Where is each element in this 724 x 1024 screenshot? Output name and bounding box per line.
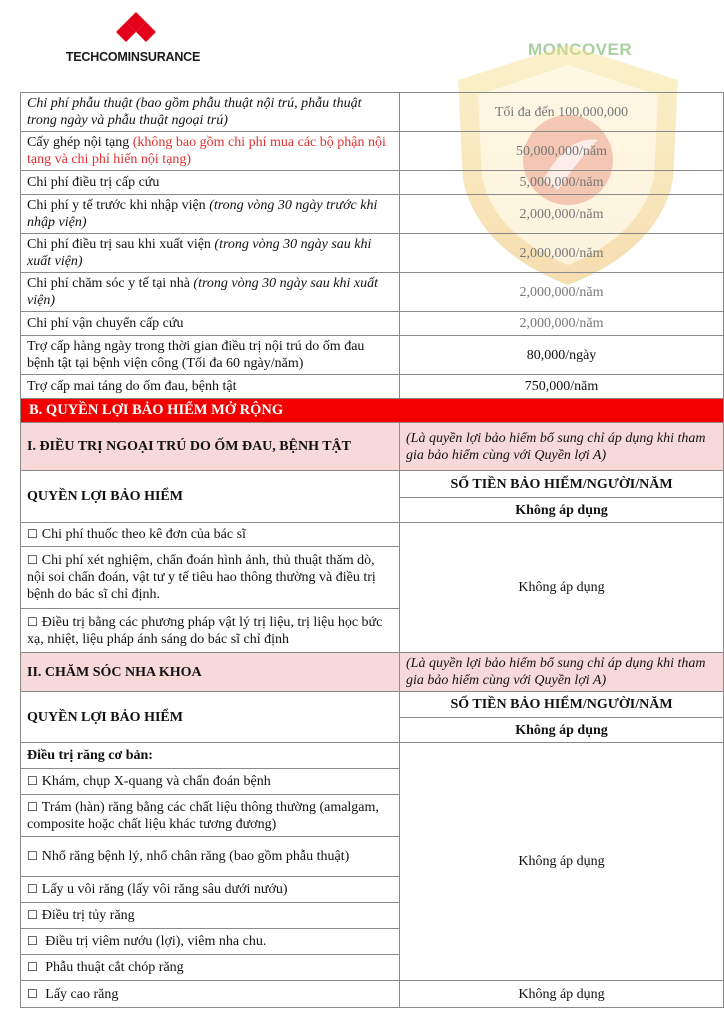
dental-last-item-label: Lấy cao răng [41, 986, 119, 1002]
benefit-value: Tối đa đến 100,000,000 [400, 93, 724, 132]
dental-item-label: Nhổ răng bệnh lý, nhổ chân răng (bao gồm phẫu thuật) [41, 849, 350, 864]
benefit-value: 50,000,000/năm [400, 132, 724, 171]
basic-benefit-row [21, 375, 724, 399]
dental-item-label: Điều trị tủy răng [41, 908, 135, 923]
benefit-label-text: Chi phí điều trị cấp cứu [27, 175, 160, 190]
outpatient-item-label: Chi phí thuốc theo kê đơn của bác sĩ [41, 527, 246, 542]
checkbox-icon: ☐ [27, 934, 38, 948]
benefit-label [21, 171, 400, 195]
benefit-value: 5,000,000/năm [400, 171, 724, 195]
techcom-logo [58, 12, 208, 72]
benefit-label [21, 93, 400, 132]
outpatient-amount-header: SỐ TIỀN BẢO HIỂM/NGƯỜI/NĂM [400, 471, 724, 498]
benefit-label-text: Chi phí phẫu thuật (bao gồm phẫu thuật nội trú, phẫu thuật trong ngày và phẫu thuật ngoại trú) [27, 96, 362, 128]
basic-benefit-row [21, 312, 724, 336]
benefit-label-text: Chi phí chăm sóc y tế tại nhà [27, 276, 194, 291]
benefit-label-text: Trợ cấp hàng ngày trong thời gian điều trị nội trú do ốm đau bệnh tật tại bệnh viện công (Tối đa 60 ngày/năm) [27, 339, 365, 371]
benefit-value: 750,000/năm [400, 375, 724, 399]
outpatient-item-label: Điều trị bằng các phương pháp vật lý trị liệu, trị liệu học bức xạ, nhiệt, liệu pháp ánh sáng do bác sĩ chỉ định [27, 614, 383, 647]
outpatient-benefit-header: QUYỀN LỢI BẢO HIỂM [21, 471, 400, 523]
diamond-logo-icon [116, 12, 156, 46]
checkbox-icon: ☐ [27, 986, 38, 1001]
outpatient-title: I. ĐIỀU TRỊ NGOẠI TRÚ DO ỐM ĐAU, BỆNH TẬT [21, 423, 400, 471]
brand-name: TECHCOMINSURANCE [65, 50, 201, 64]
basic-benefit-row [21, 195, 724, 234]
benefit-value: 2,000,000/năm [400, 195, 724, 234]
benefit-label [21, 312, 400, 336]
dental-item-label: Điều trị viêm nướu (lợi), viêm nha chu. [41, 934, 267, 949]
section-b-title: B. QUYỀN LỢI BẢO HIỂM MỞ RỘNG [21, 399, 724, 423]
benefit-label [21, 273, 400, 312]
outpatient-items-value: Không áp dụng [400, 523, 724, 653]
dental-item-label: Phẫu thuật cắt chóp răng [41, 960, 184, 975]
moncover-watermark-text: MONCOVER [528, 40, 633, 59]
checkbox-icon: ☐ [27, 527, 38, 541]
outpatient-title-row [21, 423, 724, 471]
dental-item-label: Khám, chụp X-quang và chẩn đoán bệnh [41, 774, 271, 789]
dental-amount-value: Không áp dụng [400, 718, 724, 743]
dental-basic-label: Điều trị răng cơ bản: [21, 743, 400, 769]
dental-item-label: Lấy u vôi răng (lấy vôi răng sâu dưới nướu) [41, 882, 288, 897]
dental-item-label: Trám (hàn) răng bằng các chất liệu thông thường (amalgam, composite hoặc chất liệu khác tương đương) [27, 799, 379, 832]
page-header [0, 0, 724, 92]
list-item [21, 523, 724, 547]
benefit-label [21, 195, 400, 234]
dental-note: (Là quyền lợi bảo hiểm bổ sung chỉ áp dụng khi tham gia bảo hiểm cùng với Quyền lợi A) [400, 653, 724, 692]
checkbox-icon: ☐ [27, 960, 38, 974]
checkbox-icon: ☐ [27, 774, 38, 788]
benefit-value: 80,000/ngày [400, 336, 724, 375]
benefit-label-text: Trợ cấp mai táng do ốm đau, bệnh tật [27, 379, 237, 394]
outpatient-item-label: Chi phí xét nghiệm, chẩn đoán hình ảnh, thủ thuật thăm dò, nội soi chẩn đoán, vật tư y tế tiêu hao thông thường và điều trị bệnh do bác sĩ chỉ định. [27, 553, 376, 602]
checkbox-icon: ☐ [27, 908, 38, 922]
benefit-label-text: Chi phí y tế trước khi nhập viện [27, 198, 210, 213]
benefit-label-text: Chi phí điều trị sau khi xuất viện [27, 237, 215, 252]
benefit-label [21, 234, 400, 273]
checkbox-icon: ☐ [27, 614, 38, 629]
basic-benefit-row [21, 93, 724, 132]
dental-title-row [21, 653, 724, 692]
benefit-value: 2,000,000/năm [400, 312, 724, 336]
dental-amount-header: SỐ TIỀN BẢO HIỂM/NGƯỜI/NĂM [400, 692, 724, 718]
benefit-label-note: (trong vòng 30 ngày sau khi xuất viện) [27, 276, 378, 308]
basic-benefits-body [21, 93, 724, 399]
benefit-label-note: (không bao gồm chi phí mua các bộ phận nội tạng và chi phí hiến nội tạng) [27, 135, 386, 167]
basic-benefit-row [21, 273, 724, 312]
dental-benefit-header: QUYỀN LỢI BẢO HIỂM [21, 692, 400, 743]
benefit-label [21, 336, 400, 375]
benefit-label [21, 375, 400, 399]
dental-basic-row [21, 743, 724, 769]
list-item [21, 981, 724, 1008]
checkbox-icon: ☐ [27, 799, 38, 814]
dental-header-row [21, 692, 724, 718]
dental-items-value: Không áp dụng [400, 743, 724, 981]
checkbox-icon: ☐ [27, 882, 38, 896]
outpatient-note: (Là quyền lợi bảo hiểm bổ sung chỉ áp dụng khi tham gia bảo hiểm cùng với Quyền lợi A) [400, 423, 724, 471]
section-b-row [21, 399, 724, 423]
benefit-label-note: (trong vòng 30 ngày sau khi xuất viện) [27, 237, 372, 269]
basic-benefit-row [21, 171, 724, 195]
basic-benefit-row [21, 234, 724, 273]
outpatient-amount-value: Không áp dụng [400, 498, 724, 523]
benefit-label-text: Chi phí vận chuyển cấp cứu [27, 316, 184, 331]
benefit-value: 2,000,000/năm [400, 234, 724, 273]
benefit-value: 2,000,000/năm [400, 273, 724, 312]
dental-title: II. CHĂM SÓC NHA KHOA [21, 653, 400, 692]
basic-benefit-row [21, 132, 724, 171]
benefit-label-note: (trong vòng 30 ngày trước khi nhập viện) [27, 198, 378, 230]
benefits-table [20, 92, 724, 1008]
basic-benefit-row [21, 336, 724, 375]
checkbox-icon: ☐ [27, 849, 38, 863]
benefit-label [21, 132, 400, 171]
dental-last-value: Không áp dụng [400, 981, 724, 1008]
checkbox-icon: ☐ [27, 553, 38, 567]
benefit-label-text: Cấy ghép nội tạng [27, 135, 133, 150]
outpatient-header-row [21, 471, 724, 498]
